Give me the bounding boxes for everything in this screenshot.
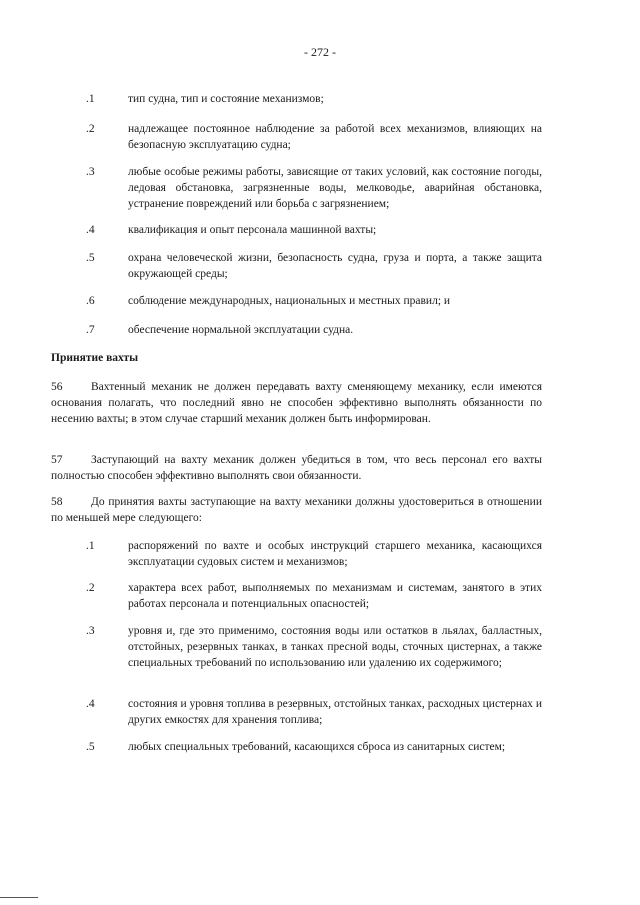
list-item-number: .6 <box>86 295 95 307</box>
list-item-number: .4 <box>86 698 95 710</box>
list-item-number: .1 <box>86 93 95 105</box>
list-item-number: .4 <box>86 224 95 236</box>
list-item-number: .7 <box>86 324 95 336</box>
list-item-text: обеспечение нормальной эксплуатации судна. <box>128 324 354 336</box>
paragraph <box>51 452 542 484</box>
paragraph-text: Вахтенный механик не должен передавать вахту сменяющему механику, если имеются основания полагать, что последний явно не способен эффективно выполнять обязанности по несению вахты; в этом случае старший механик должен быть информирован. <box>51 381 542 425</box>
page-number: - 272 - <box>304 45 336 59</box>
list-item-text: охрана человеческой жизни, безопасность судна, груза и порта, а также защита окружающей среды; <box>128 252 542 280</box>
paragraph <box>51 379 542 427</box>
list-item-text: надлежащее постоянное наблюдение за работой всех механизмов, влияющих на безопасную эксплуатацию судна; <box>128 123 542 151</box>
list-item-number: .3 <box>86 166 95 178</box>
list-item-text: соблюдение международных, национальных и местных правил; и <box>128 295 451 307</box>
list-item <box>86 250 542 282</box>
list-item-text: любые особые режимы работы, зависящие от таких условий, как состояние погоды, ледовая обстановка, загрязненные воды, мелководье, аварийная обстановка, устранение повреждений или борьба с загрязнением; <box>128 166 542 210</box>
list-item <box>86 696 542 728</box>
paragraph-number: 58 <box>51 496 63 508</box>
list-item-number: .5 <box>86 252 95 264</box>
list-item-number: .3 <box>86 625 95 637</box>
paragraph-number: 57 <box>51 454 63 466</box>
footer-divider <box>0 897 38 898</box>
list-item-text: квалификация и опыт персонала машинной вахты; <box>128 224 377 236</box>
list-item-text: распоряжений по вахте и особых инструкций старшего механика, касающихся эксплуатации судовых систем и механизмов; <box>128 540 542 568</box>
paragraph-number: 56 <box>51 381 63 393</box>
list-item <box>86 222 542 238</box>
list-item-text: уровня и, где это применимо, состояния воды или остатков в льялах, балластных, отстойных, резервных танках, в танках пресной воды, сточных цистернах, а также специальных требований по использованию или удалению их содержимого; <box>128 625 542 669</box>
list-item-text: любых специальных требований, касающихся сброса из санитарных систем; <box>128 741 506 753</box>
list-item-number: .2 <box>86 123 95 135</box>
list-item <box>86 91 542 107</box>
list-item <box>86 538 542 570</box>
list-item-text: состояния и уровня топлива в резервных, отстойных танках, расходных цистернах и других емкостях для хранения топлива; <box>128 698 542 726</box>
list-item-number: .2 <box>86 582 95 594</box>
list-item <box>86 293 542 309</box>
list-item <box>86 164 542 212</box>
list-item <box>86 623 542 671</box>
list-item <box>86 121 542 153</box>
list-item <box>86 580 542 612</box>
list-item-number: .1 <box>86 540 95 552</box>
list-item <box>86 322 542 338</box>
paragraph-text: Заступающий на вахту механик должен убедиться в том, что весь персонал его вахты полностью способен эффективно выполнять свои обязанности. <box>51 454 542 482</box>
list-item-text: характера всех работ, выполняемых по механизмам и системам, занятого в этих работах персонала и потенциальных опасностей; <box>128 582 542 610</box>
list-item <box>86 739 542 755</box>
section-heading: Принятие вахты <box>51 352 139 364</box>
paragraph-text: До принятия вахты заступающие на вахту механики должны удостовериться в отношении по меньшей мере следующего: <box>51 496 542 524</box>
list-item-text: тип судна, тип и состояние механизмов; <box>128 93 324 105</box>
list-item-number: .5 <box>86 741 95 753</box>
paragraph <box>51 494 542 526</box>
